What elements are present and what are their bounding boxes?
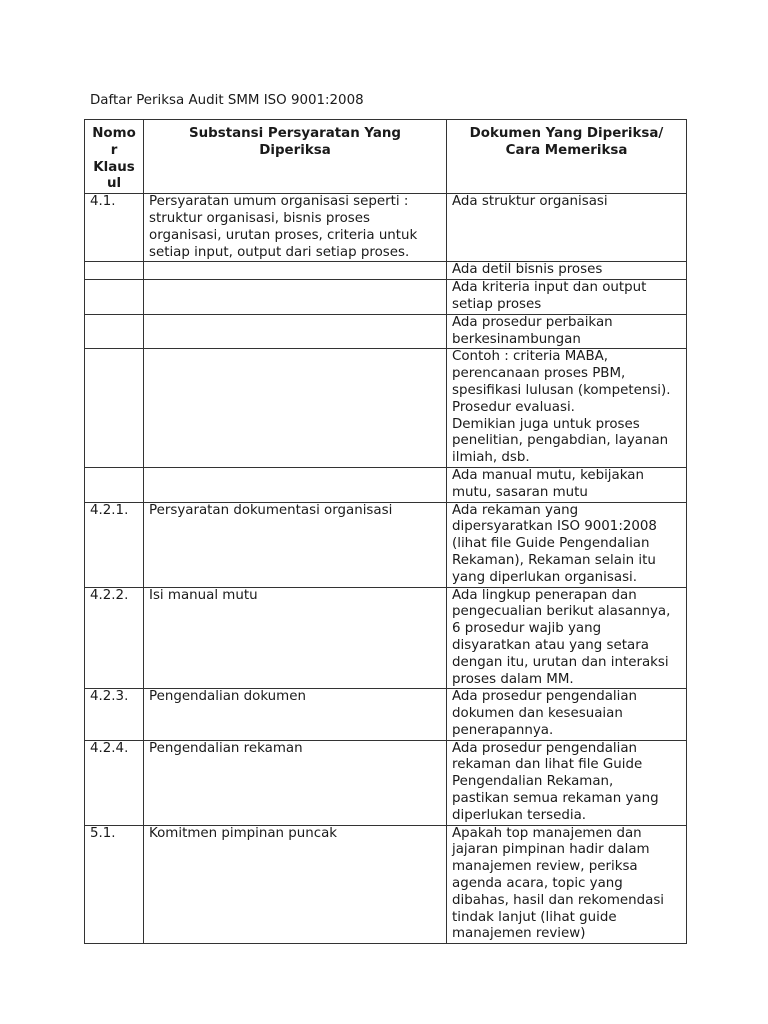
table-row xyxy=(85,502,687,587)
clause-cell: 4.2.4. xyxy=(85,740,144,825)
document-title: Daftar Periksa Audit SMM ISO 9001:2008 xyxy=(90,93,364,108)
requirement-cell: Pengendalian rekaman xyxy=(144,740,447,825)
check-cell: Ada manual mutu, kebijakan mutu, sasaran mutu xyxy=(447,467,687,502)
table-row xyxy=(85,689,687,740)
clause-cell: 4.2.3. xyxy=(85,689,144,740)
clause-cell: 4.2.1. xyxy=(85,502,144,587)
header-clause-number: Nomo r Klaus ul xyxy=(85,120,144,194)
table-row xyxy=(85,280,687,315)
table-row xyxy=(85,587,687,689)
requirement-cell: Isi manual mutu xyxy=(144,587,447,689)
requirement-cell xyxy=(144,280,447,315)
requirement-cell xyxy=(144,349,447,468)
table-row xyxy=(85,262,687,280)
audit-checklist-table xyxy=(84,119,687,944)
requirement-cell xyxy=(144,262,447,280)
table-row xyxy=(85,349,687,468)
clause-cell: 5.1. xyxy=(85,825,144,944)
clause-cell: 4.1. xyxy=(85,194,144,262)
requirement-cell: Persyaratan umum organisasi seperti : struktur organisasi, bisnis proses organisasi, urutan proses, criteria untuk setiap input, output dari setiap proses. xyxy=(144,194,447,262)
table-row xyxy=(85,314,687,349)
header-documents-checked: Dokumen Yang Diperiksa/ Cara Memeriksa xyxy=(447,120,687,194)
requirement-cell xyxy=(144,314,447,349)
check-cell: Contoh : criteria MABA, perencanaan proses PBM, spesifikasi lulusan (kompetensi). Prosedur evaluasi. Demikian juga untuk proses penelitian, pengabdian, layanan ilmiah, dsb. xyxy=(447,349,687,468)
table-row xyxy=(85,194,687,262)
clause-cell xyxy=(85,314,144,349)
check-cell: Ada lingkup penerapan dan pengecualian berikut alasannya, 6 prosedur wajib yang disyaratkan atau yang setara dengan itu, urutan dan interaksi proses dalam MM. xyxy=(447,587,687,689)
requirement-cell: Komitmen pimpinan puncak xyxy=(144,825,447,944)
table-header-row xyxy=(85,120,687,194)
check-cell: Apakah top manajemen dan jajaran pimpinan hadir dalam manajemen review, periksa agenda acara, topic yang dibahas, hasil dan rekomendasi tindak lanjut (lihat guide manajemen review) xyxy=(447,825,687,944)
clause-cell xyxy=(85,349,144,468)
check-cell: Ada kriteria input dan output setiap proses xyxy=(447,280,687,315)
check-cell: Ada detil bisnis proses xyxy=(447,262,687,280)
requirement-cell: Pengendalian dokumen xyxy=(144,689,447,740)
clause-cell xyxy=(85,280,144,315)
check-cell: Ada struktur organisasi xyxy=(447,194,687,262)
requirement-cell xyxy=(144,467,447,502)
table-row xyxy=(85,467,687,502)
check-cell: Ada rekaman yang dipersyaratkan ISO 9001:2008 (lihat file Guide Pengendalian Rekaman), Rekaman selain itu yang diperlukan organisasi. xyxy=(447,502,687,587)
table-row xyxy=(85,740,687,825)
header-requirement: Substansi Persyaratan Yang Diperiksa xyxy=(144,120,447,194)
table-row xyxy=(85,825,687,944)
requirement-cell: Persyaratan dokumentasi organisasi xyxy=(144,502,447,587)
clause-cell: 4.2.2. xyxy=(85,587,144,689)
check-cell: Ada prosedur pengendalian dokumen dan kesesuaian penerapannya. xyxy=(447,689,687,740)
clause-cell xyxy=(85,262,144,280)
check-cell: Ada prosedur perbaikan berkesinambungan xyxy=(447,314,687,349)
check-cell: Ada prosedur pengendalian rekaman dan lihat file Guide Pengendalian Rekaman, pastikan semua rekaman yang diperlukan tersedia. xyxy=(447,740,687,825)
clause-cell xyxy=(85,467,144,502)
